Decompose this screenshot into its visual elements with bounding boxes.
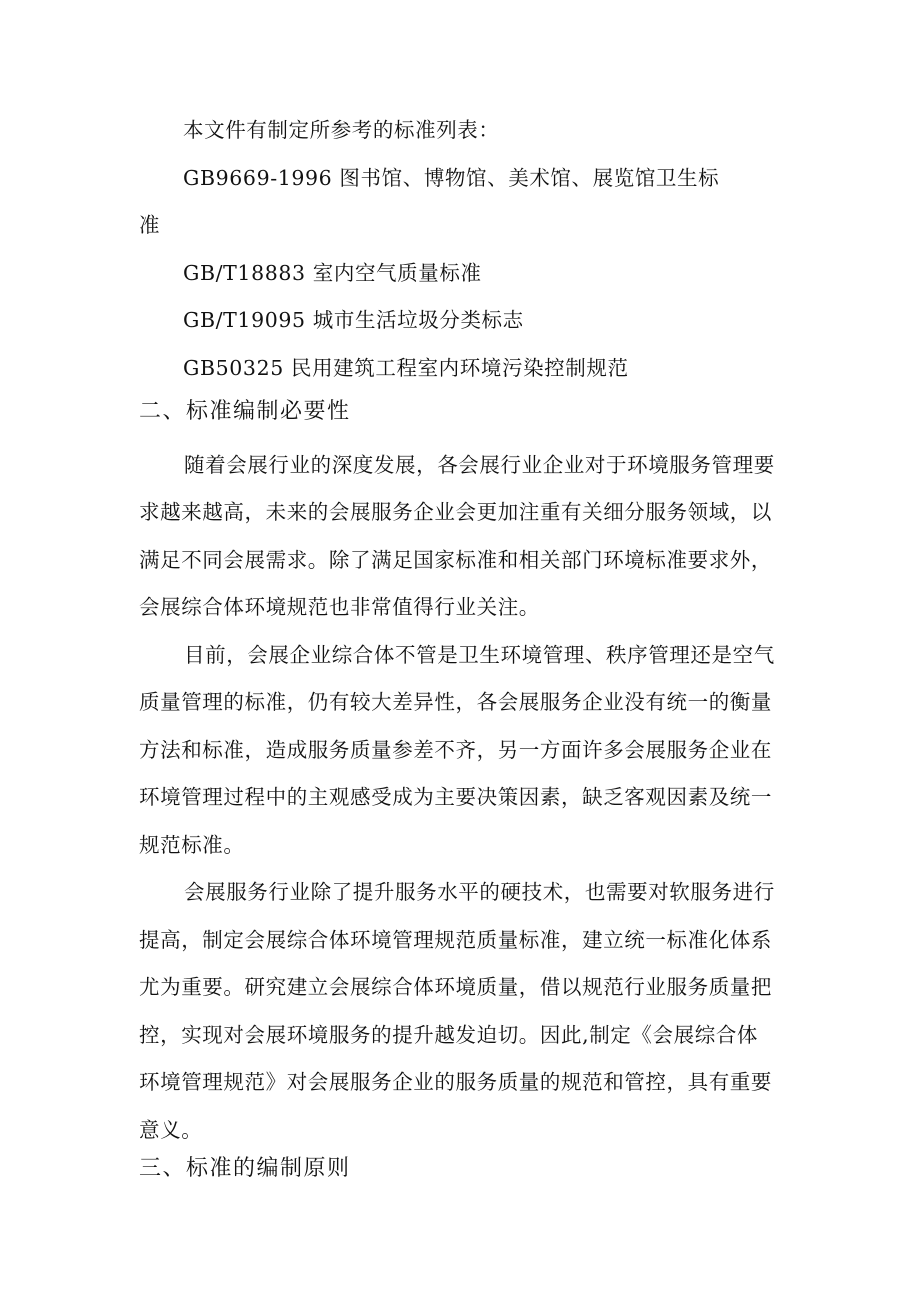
reference-gb50325: GB50325 民用建筑工程室内环境污染控制规范 xyxy=(183,356,629,380)
paragraph-line: 求越来越高，未来的会展服务企业会更加注重有关细分服务领域，以 xyxy=(139,500,772,524)
paragraph-line: 控，实现对会展环境服务的提升越发迫切。因此,制定《会展综合体 xyxy=(139,1023,759,1047)
section-heading-principles: 三、标准的编制原则 xyxy=(139,1156,351,1181)
paragraph-line: 随着会展行业的深度发展，各会展行业企业对于环境服务管理要 xyxy=(184,453,775,477)
paragraph-line: 目前，会展企业综合体不管是卫生环境管理、秩序管理还是空气 xyxy=(184,643,775,667)
paragraph-line: 规范标准。 xyxy=(139,833,245,857)
reference-gbt19095: GB/T19095 城市生活垃圾分类标志 xyxy=(183,308,524,332)
paragraph-line: 提高，制定会展综合体环境管理规范质量标准，建立统一标准化体系 xyxy=(139,928,772,952)
paragraph-line: 会展服务行业除了提升服务水平的硬技术，也需要对软服务进行 xyxy=(184,880,775,904)
reference-intro: 本文件有制定所参考的标准列表： xyxy=(183,118,500,142)
paragraph-line: 质量管理的标准，仍有较大差异性，各会展服务企业没有统一的衡量 xyxy=(139,690,772,714)
section-heading-necessity: 二、标准编制必要性 xyxy=(139,399,351,424)
reference-gb9669: GB9669-1996 图书馆、博物馆、美术馆、展览馆卫生标 xyxy=(183,166,720,190)
reference-gbt18883: GB/T18883 室内空气质量标准 xyxy=(183,261,482,285)
paragraph-line: 方法和标准，造成服务质量参差不齐，另一方面许多会展服务企业在 xyxy=(139,738,772,762)
paragraph-line: 尤为重要。研究建立会展综合体环境质量，借以规范行业服务质量把 xyxy=(139,975,772,999)
paragraph-line: 会展综合体环境规范也非常值得行业关注。 xyxy=(139,595,540,619)
paragraph-line: 满足不同会展需求。除了满足国家标准和相关部门环境标准要求外， xyxy=(139,548,772,572)
paragraph-line: 环境管理规范》对会展服务企业的服务质量的规范和管控，具有重要 xyxy=(139,1070,772,1094)
reference-gb9669-continued: 准 xyxy=(139,213,161,237)
paragraph-line: 意义。 xyxy=(139,1118,203,1142)
paragraph-line: 环境管理过程中的主观感受成为主要决策因素，缺乏客观因素及统一 xyxy=(139,785,772,809)
